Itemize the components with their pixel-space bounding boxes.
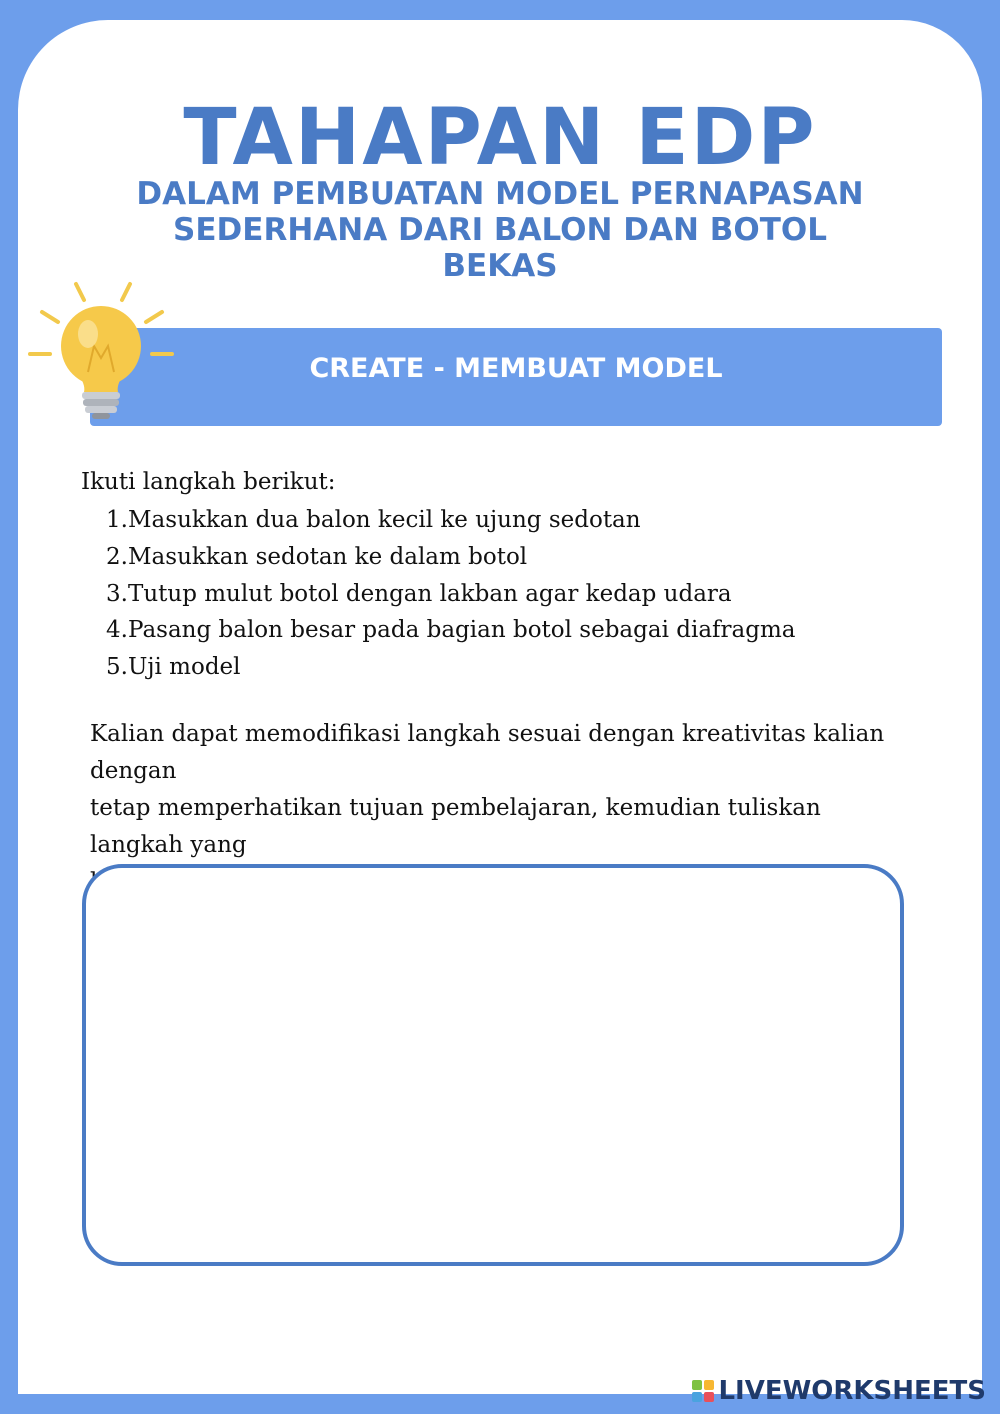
subtitle-line: SEDERHANA DARI BALON DAN BOTOL — [173, 212, 827, 248]
step-number: 2. — [106, 543, 128, 570]
page-subtitle — [100, 176, 900, 284]
liveworksheets-logo-icon — [692, 1380, 714, 1402]
subtitle-line: BEKAS — [442, 248, 558, 284]
instructions-intro: Ikuti langkah berikut: — [81, 469, 336, 495]
list-item — [88, 612, 796, 649]
step-text: Pasang balon besar pada bagian botol sebagai diafragma — [128, 617, 796, 644]
subtitle-line: DALAM PEMBUATAN MODEL PERNAPASAN — [136, 176, 864, 212]
step-text: Tutup mulut botol dengan lakban agar kedap udara — [128, 580, 732, 607]
page-title: TAHAPAN EDP — [183, 93, 817, 183]
step-number: 1. — [106, 507, 128, 533]
step-number: 5. — [106, 654, 128, 681]
steps-list — [88, 502, 796, 686]
lightbulb-icon — [26, 276, 176, 426]
step-text: Uji model — [128, 654, 241, 681]
step-number: 4. — [106, 617, 128, 644]
answer-textbox[interactable] — [82, 864, 904, 1266]
step-text: Masukkan dua balon kecil ke ujung sedotan — [128, 507, 641, 533]
section-banner-label: CREATE - MEMBUAT MODEL — [309, 353, 723, 384]
list-item — [88, 539, 796, 576]
list-item — [88, 502, 796, 539]
liveworksheets-logo-text: LIVEWORKSHEETS — [718, 1376, 986, 1406]
liveworksheets-logo — [692, 1374, 986, 1408]
list-item — [88, 649, 796, 686]
paragraph-line: tetap memperhatikan tujuan pembelajaran, kemudian tuliskan langkah yang — [90, 795, 821, 858]
list-item — [88, 576, 796, 613]
paragraph-line: Kalian dapat memodifikasi langkah sesuai dengan kreativitas kalian dengan — [90, 721, 885, 784]
step-text: Masukkan sedotan ke dalam botol — [128, 543, 528, 570]
step-number: 3. — [106, 580, 128, 607]
